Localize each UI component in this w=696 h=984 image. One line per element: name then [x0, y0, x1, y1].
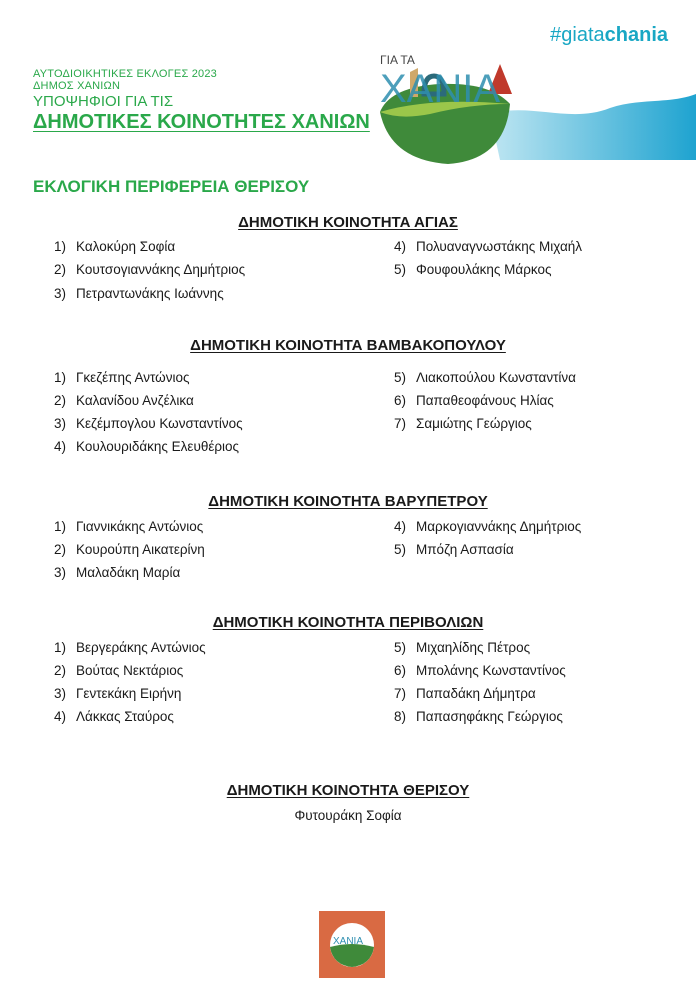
hashtag-suffix: chania	[604, 24, 668, 46]
list-item	[394, 709, 563, 724]
list-item	[54, 416, 243, 431]
item-number: 7)	[394, 686, 407, 701]
item-number: 5)	[394, 262, 407, 277]
list-item	[54, 663, 183, 678]
sea-wave	[490, 94, 696, 160]
candidate-name: Μιχαηλίδης Πέτρος	[416, 640, 531, 655]
item-number: 2)	[54, 663, 67, 678]
candidate-name: Καλανίδου Ανζέλικα	[76, 393, 194, 408]
candidate-name: Γεντεκάκη Ειρήνη	[76, 686, 182, 701]
item-number: 3)	[54, 565, 67, 580]
list-item	[54, 393, 194, 408]
list-item	[394, 416, 532, 431]
candidate-name: Λάκκας Σταύρος	[76, 709, 174, 724]
item-number: 4)	[394, 239, 407, 254]
list-item	[394, 239, 582, 254]
item-number: 4)	[54, 709, 67, 724]
candidate-name: Καλοκύρη Σοφία	[76, 239, 176, 254]
list-item	[54, 565, 180, 580]
list-item	[54, 519, 203, 534]
list-item	[54, 542, 205, 557]
item-number: 2)	[54, 262, 67, 277]
candidate-name: Παπασηφάκης Γεώργιος	[416, 709, 563, 724]
item-number: 2)	[54, 393, 67, 408]
election-header-line: ΑΥΤΟΔΙΟΙΚΗΤΙΚΕΣ ΕΚΛΟΓΕΣ 2023	[33, 68, 217, 80]
list-item	[394, 686, 536, 701]
item-number: 6)	[394, 663, 407, 678]
section-title: ΔΗΜΟΤΙΚΗ ΚΟΙΝΟΤΗΤΑ ΑΓΙΑΣ	[238, 214, 458, 231]
list-item	[54, 686, 181, 701]
list-item	[394, 519, 581, 534]
item-number: 5)	[394, 640, 407, 655]
campaign-logo	[370, 42, 696, 174]
candidate-name: Κεζέμπογλου Κωνσταντίνος	[76, 416, 243, 431]
candidate-name: Κουλουριδάκης Ελευθέριος	[76, 439, 240, 454]
item-number: 3)	[54, 286, 67, 301]
list-item	[394, 393, 554, 408]
candidates-line: ΥΠΟΨΗΦΙΟΙ ΓΙΑ ΤΙΣ	[33, 93, 174, 110]
candidate-name: Γιαννικάκης Αντώνιος	[76, 519, 204, 534]
candidate-name: Πολυαναγνωστάκης Μιχαήλ	[416, 239, 583, 254]
list-item	[394, 262, 552, 277]
list-item	[54, 439, 239, 454]
list-item	[54, 239, 175, 254]
candidate-name: Λιακοπούλου Κωνσταντίνα	[416, 370, 576, 385]
item-number: 4)	[54, 439, 67, 454]
item-number: 1)	[54, 640, 67, 655]
item-number: 4)	[394, 519, 407, 534]
item-number: 3)	[54, 416, 67, 431]
item-number: 8)	[394, 709, 407, 724]
list-item	[54, 262, 245, 277]
candidate-name: Φυτουράκη Σοφία	[294, 808, 402, 823]
candidate-name: Βούτας Νεκτάριος	[76, 663, 184, 678]
item-number: 1)	[54, 370, 67, 385]
candidate-name: Κουτσογιαννάκης Δημήτριος	[76, 262, 246, 277]
item-number: 3)	[54, 686, 67, 701]
item-number: 6)	[394, 393, 407, 408]
item-number: 1)	[54, 239, 67, 254]
candidate-name: Κουρούπη Αικατερίνη	[76, 542, 205, 557]
list-item	[394, 663, 566, 678]
candidate-name: Πετραντωνάκης Ιωάννης	[76, 286, 224, 301]
list-item	[394, 370, 576, 385]
logo-big-text: ΧΑΝΙΑ	[380, 67, 501, 111]
section-title: ΔΗΜΟΤΙΚΗ ΚΟΙΝΟΤΗΤΑ ΒΑΡΥΠΕΤΡΟΥ	[208, 493, 488, 510]
municipality-line: ΔΗΜΟΣ ΧΑΝΙΩΝ	[33, 80, 121, 92]
list-item	[54, 370, 189, 385]
list-item	[54, 640, 206, 655]
hashtag-prefix: #giata	[550, 24, 605, 46]
section-title: ΔΗΜΟΤΙΚΗ ΚΟΙΝΟΤΗΤΑ ΠΕΡΙΒΟΛΙΩΝ	[212, 614, 484, 631]
list-item	[394, 542, 514, 557]
footer-logo-text: ΧΑΝΙΑ	[333, 936, 364, 947]
candidate-name: Βεργεράκης Αντώνιος	[76, 640, 206, 655]
candidate-name: Γκεζέπης Αντώνιος	[76, 370, 190, 385]
candidate-name: Μαρκογιαννάκης Δημήτριος	[416, 519, 582, 534]
list-item	[54, 709, 174, 724]
candidate-name: Παπαδάκη Δήμητρα	[416, 686, 536, 701]
item-number: 2)	[54, 542, 67, 557]
section-title: ΔΗΜΟΤΙΚΗ ΚΟΙΝΟΤΗΤΑ ΒΑΜΒΑΚΟΠΟΥΛΟΥ	[190, 337, 506, 354]
candidate-name: Μπόζη Ασπασία	[416, 542, 514, 557]
list-item	[54, 286, 224, 301]
section-title: ΔΗΜΟΤΙΚΗ ΚΟΙΝΟΤΗΤΑ ΘΕΡΙΣΟΥ	[226, 782, 470, 799]
item-number: 1)	[54, 519, 67, 534]
candidate-name: Σαμιώτης Γεώργιος	[416, 416, 532, 431]
list-item	[394, 640, 530, 655]
document-title: ΔΗΜΟΤΙΚΕΣ ΚΟΙΝΟΤΗΤΕΣ ΧΑΝΙΩΝ	[33, 111, 370, 133]
footer-logo	[319, 911, 385, 978]
item-number: 5)	[394, 370, 407, 385]
candidate-name: Μαλαδάκη Μαρία	[76, 565, 181, 580]
logo-small-text: ΓΙΑ ΤΑ	[380, 53, 415, 67]
item-number: 5)	[394, 542, 407, 557]
region-title: ΕΚΛΟΓΙΚΗ ΠΕΡΙΦΕΡΕΙΑ ΘΕΡΙΣΟΥ	[33, 177, 310, 196]
item-number: 7)	[394, 416, 407, 431]
candidate-name: Παπαθεοφάνους Ηλίας	[416, 393, 554, 408]
candidate-name: Φουφουλάκης Μάρκος	[416, 262, 552, 277]
candidate-name: Μπολάνης Κωνσταντίνος	[416, 663, 566, 678]
